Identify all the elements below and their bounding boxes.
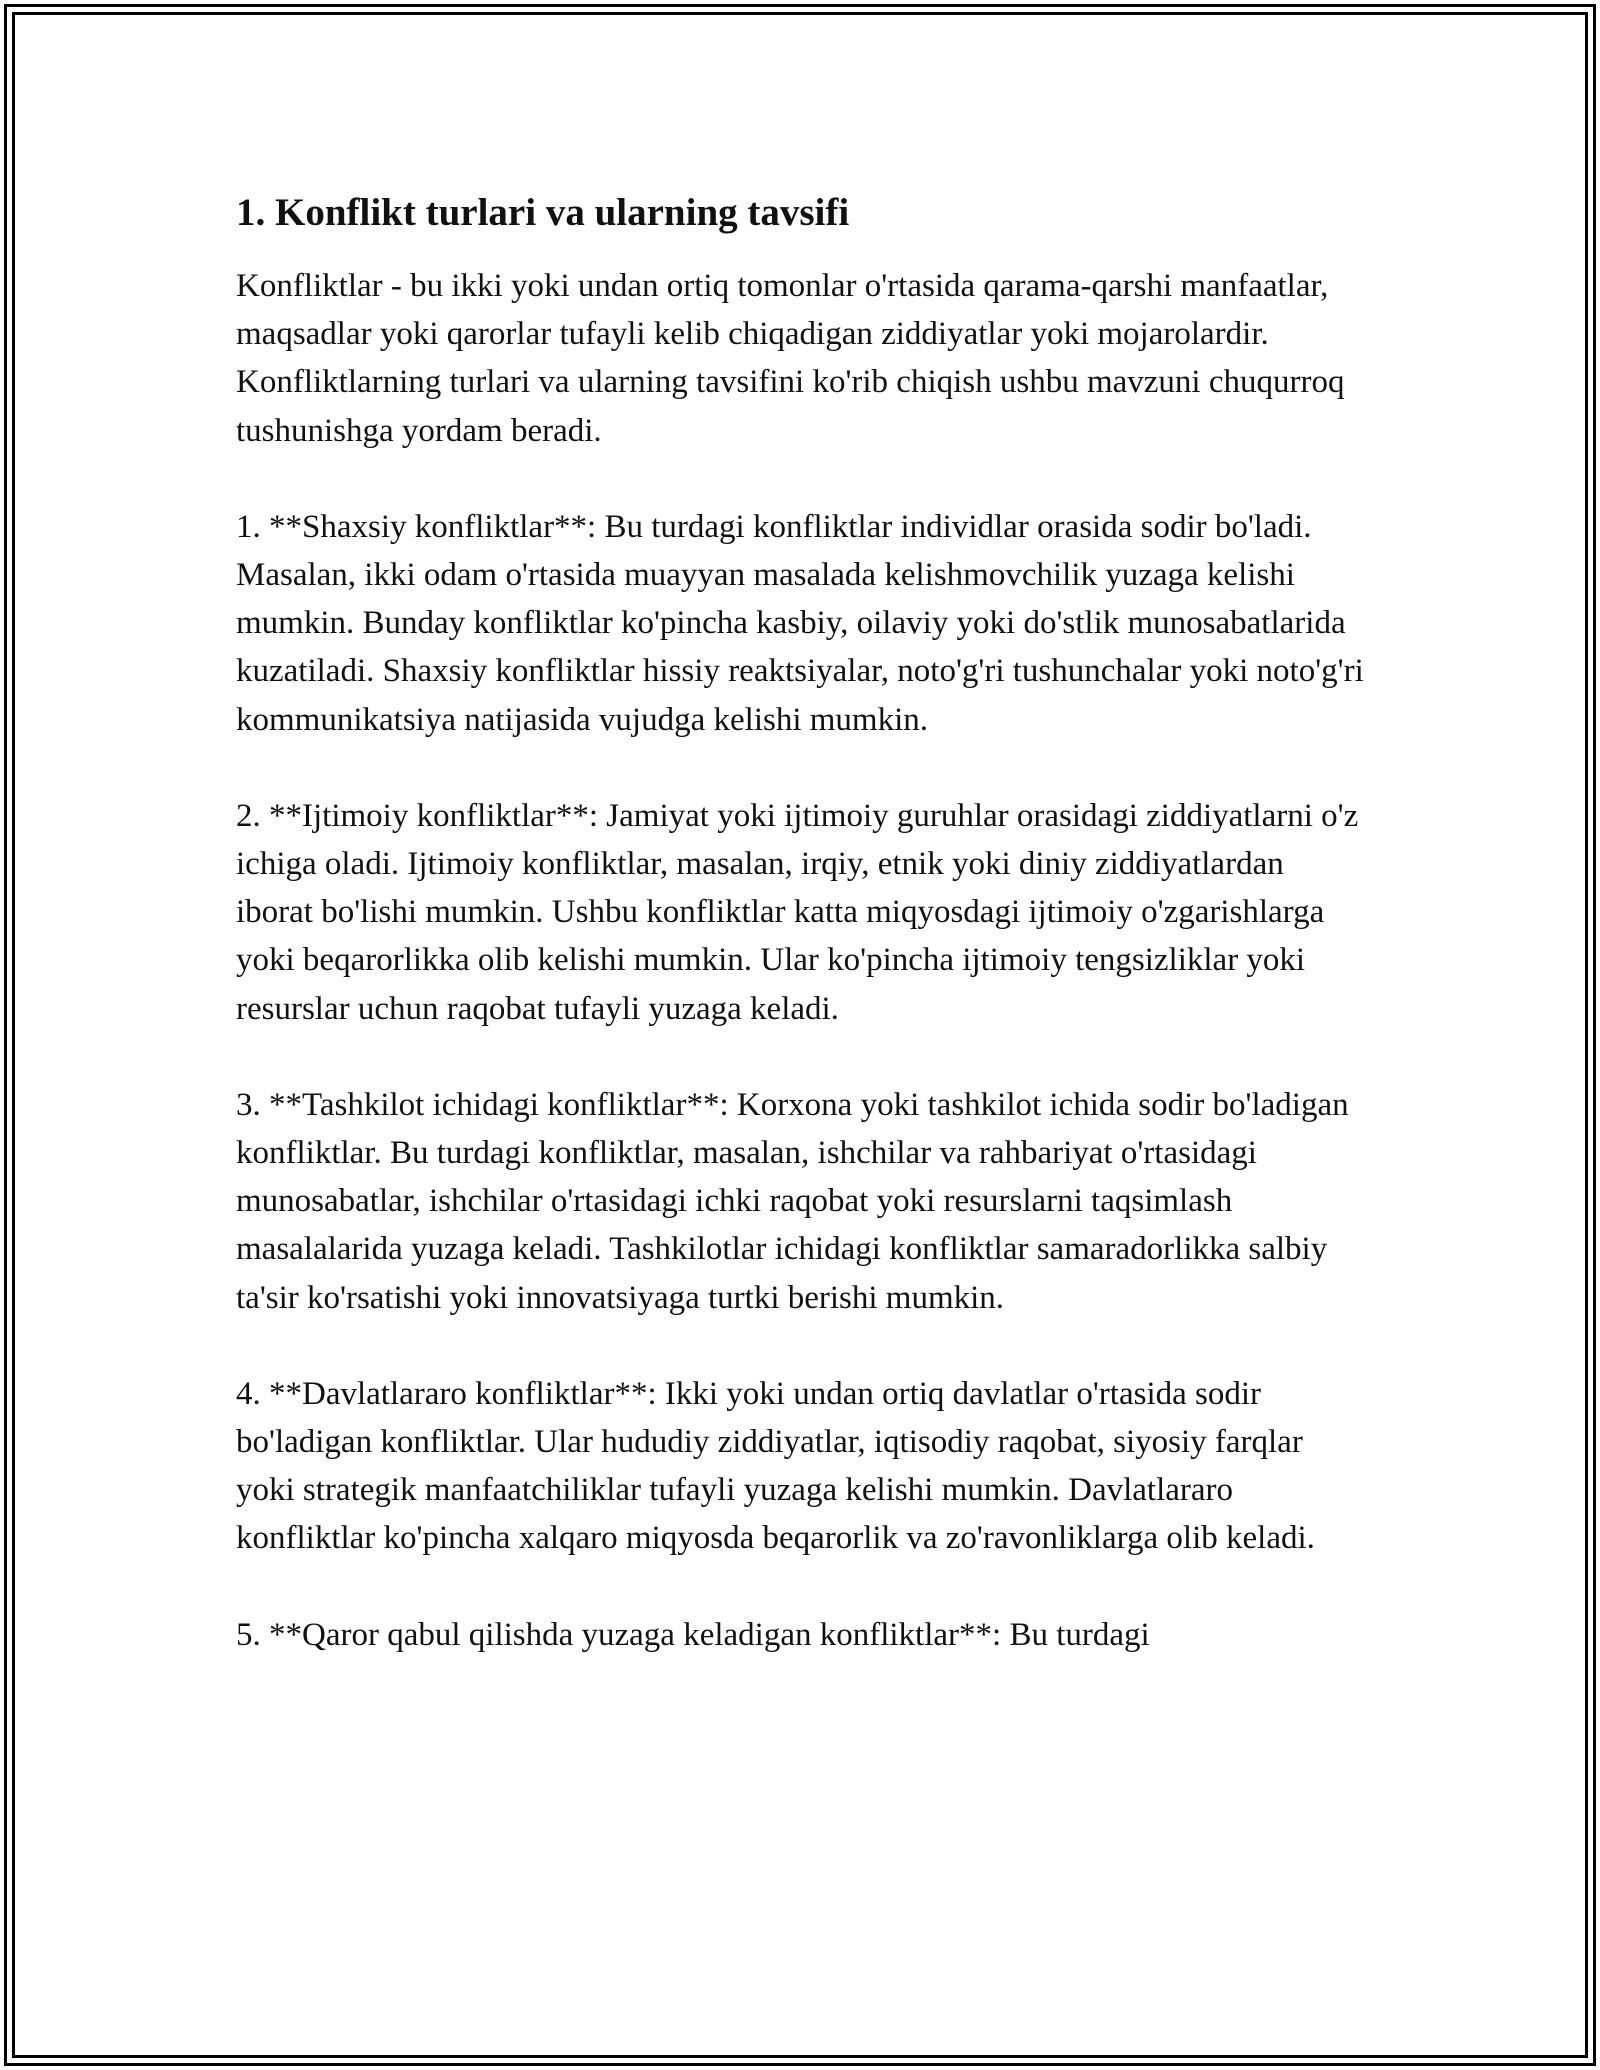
paragraph-personal-conflicts: 1. **Shaxsiy konfliktlar**: Bu turdagi konfliktlar individlar orasida sodir bo'ladi. Masalan, ikki odam o'rtasida muayyan masalada kelishmovchilik yuzaga kelishi mumkin. Bunday konfliktlar ko'pincha kasbiy, oilaviy yoki do'stlik munosabatlarida kuzatiladi. Shaxsiy konfliktlar hissiy reaktsiyalar, noto'g'ri tushunchalar yoki noto'g'ri kommunikatsiya natijasida vujudga kelishi mumkin. (236, 508, 1364, 738)
paragraph-organizational-conflicts: 3. **Tashkilot ichidagi konfliktlar**: Korxona yoki tashkilot ichida sodir bo'ladigan konfliktlar. Bu turdagi konfliktlar, masalan, ishchilar va rahbariyat o'rtasidagi munosabatlar, ishchilar o'rtasidagi ichki raqobat yoki resurslarni taqsimlash masalalarida yuzaga keladi. Tashkilotlar ichidagi konfliktlar samaradorlikka salbiy ta'sir ko'rsatishi yoki innovatsiyaga turtki berishi mumkin. (236, 1086, 1349, 1316)
document-body (236, 186, 1366, 1707)
paragraph-social-conflicts: 2. **Ijtimoiy konfliktlar**: Jamiyat yoki ijtimoiy guruhlar orasidagi ziddiyatlarni o'z ichiga oladi. Ijtimoiy konfliktlar, masalan, irqiy, etnik yoki diniy ziddiyatlardan iborat bo'lishi mumkin. Ushbu konfliktlar katta miqyosdagi ijtimoiy o'zgarishlarga yoki beqarorlikka olib kelishi mumkin. Ular ko'pincha ijtimoiy tengsizliklar yoki resurslar uchun raqobat tufayli yuzaga keladi. (236, 797, 1359, 1027)
intro-paragraph: Konfliktlar - bu ikki yoki undan ortiq tomonlar o'rtasida qarama-qarshi manfaatlar, maqsadlar yoki qarorlar tufayli kelib chiqadigan ziddiyatlar yoki mojarolardir. Konfliktlarning turlari va ularning tavsifini ko'rib chiqish ushbu mavzuni chuqurroq tushunishga yordam beradi. (236, 268, 1345, 449)
paragraph-interstate-conflicts: 4. **Davlatlararo konfliktlar**: Ikki yoki undan ortiq davlatlar o'rtasida sodir bo'ladigan konfliktlar. Ular hududiy ziddiyatlar, iqtisodiy raqobat, siyosiy farqlar yoki strategik manfaatchiliklar tufayli yuzaga kelishi mumkin. Davlatlararo konfliktlar ko'pincha xalqaro miqyosda beqarorlik va zo'ravonliklarga olib keladi. (236, 1375, 1315, 1557)
paragraph-decision-conflicts: 5. **Qaror qabul qilishda yuzaga keladigan konfliktlar**: Bu turdagi (236, 1616, 1150, 1653)
document-title: 1. Konflikt turlari va ularning tavsifi (236, 191, 850, 234)
